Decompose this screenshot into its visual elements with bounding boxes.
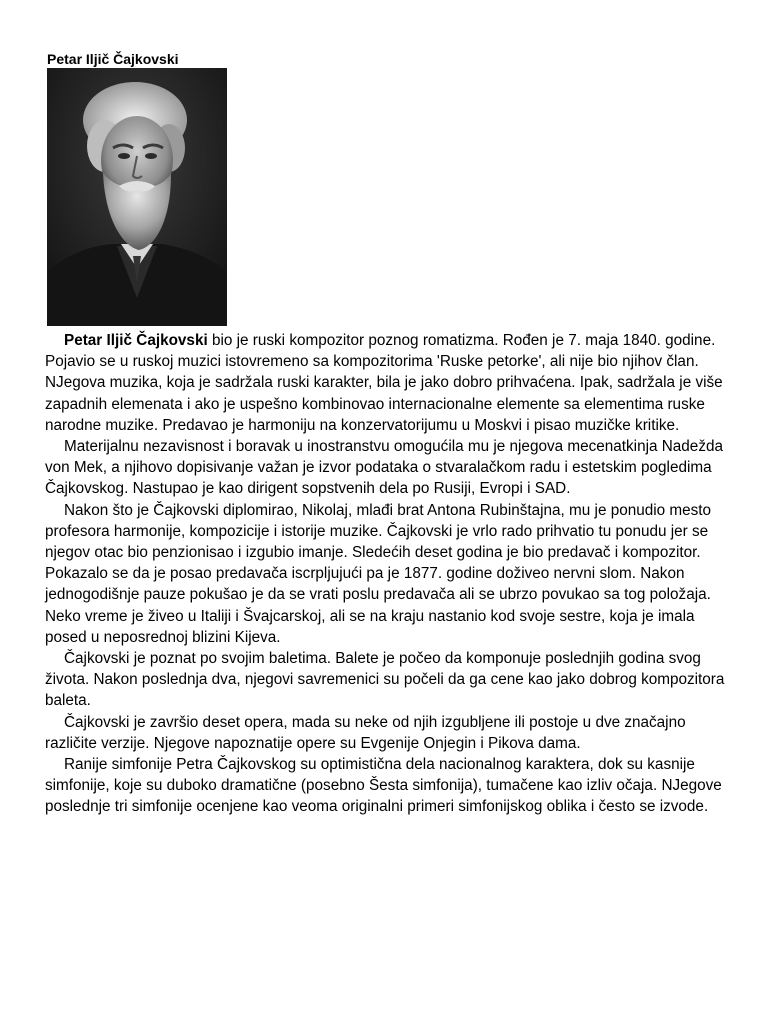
article-body <box>45 330 730 818</box>
paragraph-career: Nakon što je Čajkovski diplomirao, Nikolaj, mlađi brat Antona Rubinštajna, mu je ponudio mesto profesora harmonije, kompozicije i istorije muzike. Čajkovski je vrlo rado prihvatio tu ponudu jer se njegov otac bio penzionisao i izgubio imanje. Sledećih deset godina je bio predavač i kompozitor. Pokazalo se da je posao predavača iscrpljujući pa je 1877. godine doživeo nervni slom. Nakon jednogodišnje pauze pokušao je da se vrati poslu predavača ali se ubrzo povukao sa tog položaja. Neko vreme je živeo u Italiji i Švajcarskoj, ali se na kraju nastanio kod svoje sestre, koja je imala posed u neposrednoj blizini Kijeva. <box>45 501 712 646</box>
paragraph-symphonies: Ranije simfonije Petra Čajkovskog su optimistična dela nacionalnog karaktera, dok su kasnije simfonije, koje su duboko dramatične (posebno Šesta simfonija), tumačene kao izliv očaja. NJegove poslednje tri simfonije ocenjene kao veoma originalni primeri simfonijskog oblika i često se izvode. <box>45 756 722 816</box>
paragraph-intro-text: bio je ruski kompozitor poznog romatizma. Rođen je 7. maja 1840. godine. Pojavio se u ruskoj muzici istovremeno sa kompozitorima 'Ruske petorke', ali nije bio njihov član. NJegova muzika, koja je sadržala ruski karakter, bila je jako dobro prihvaćena. Ipak, sadržala je više zapadnih elemenata i ako je uspešno kombinovao internacionalne elemente sa elementima ruske narodne muzike. Predavao je harmoniju na konzervatorijumu u Moskvi i pisao muzičke kritike. <box>45 332 723 434</box>
paragraph-ballets: Čajkovski je poznat po svojim baletima. Balete je počeo da komponuje poslednjih godina svog života. Nakon poslednja dva, njegovi savremenici su počeli da ga cene kao jako dobrog kompozitora baleta. <box>45 650 725 710</box>
portrait-illustration <box>47 68 227 326</box>
paragraph-operas: Čajkovski je završio deset opera, mada su neke od njih izgubljene ili postoje u dve značajno različite verzije. Njegove napoznatije opere su Evgenije Onjegin i Pikova dama. <box>45 713 686 752</box>
paragraph-intro <box>45 330 730 436</box>
paragraph-patron: Materijalnu nezavisnost i boravak u inostranstvu omogućila mu je njegova mecenatkinja Nadežda von Mek, a njihovo dopisivanje važan je izvor podataka o stvaralačkom radu i estetskim pogledima Čajkovskog. Nastupao je kao dirigent sopstvenih dela po Rusiji, Evropi i SAD. <box>45 438 723 498</box>
portrait-photo <box>47 68 227 326</box>
document-title: Petar Iljič Čajkovski <box>47 51 179 67</box>
intro-name: Petar Iljič Čajkovski <box>64 332 208 349</box>
